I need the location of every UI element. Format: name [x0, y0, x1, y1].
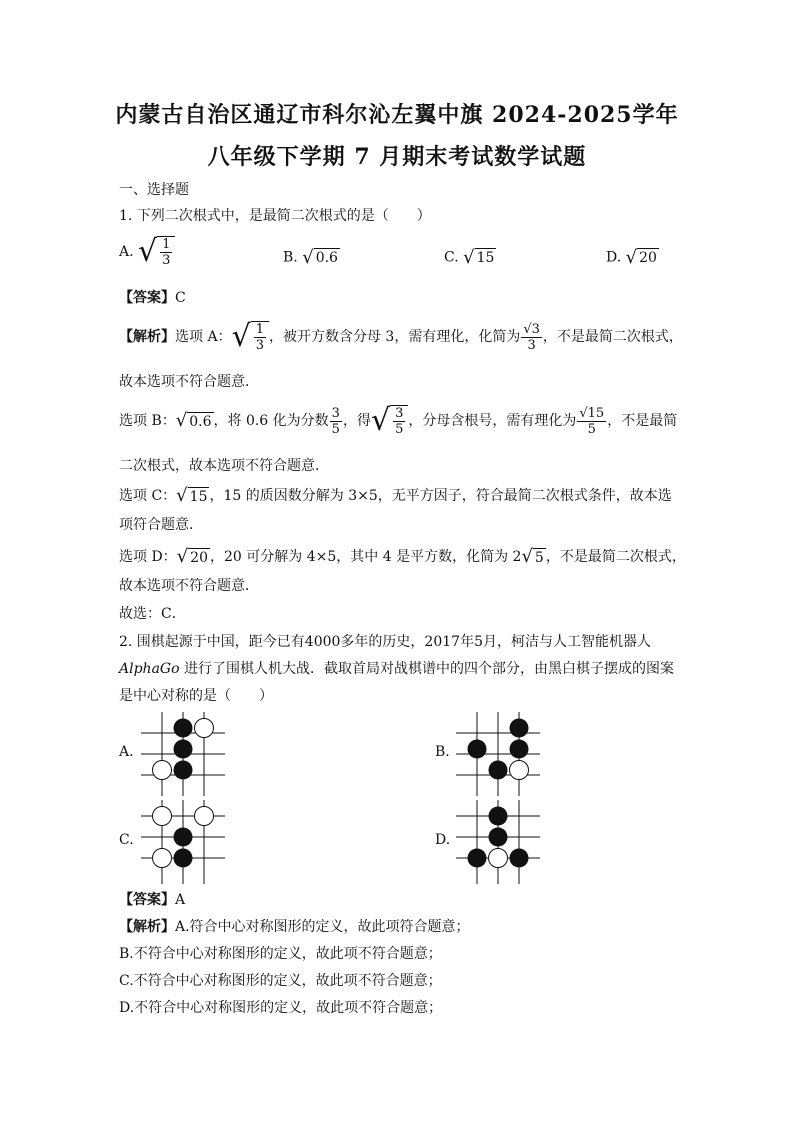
- q1-option-b: B. √ 0.6: [283, 246, 338, 268]
- black-stone: [510, 849, 529, 868]
- q1-conclusion: 故选：C．: [119, 606, 186, 622]
- black-stone: [174, 761, 193, 780]
- q2-stem-line2: AlphaGo 进行了围棋人机大战．截取首局对战棋谱中的四个部分，由黑白棋子摆成的图案: [119, 661, 674, 677]
- q1-option-a: A. √ $\frac{1}{3}$: [119, 236, 175, 268]
- go-board-b: [456, 712, 540, 796]
- q1-analysis-a-cont: 故本选项不符合题意．: [119, 374, 259, 390]
- black-stone: [174, 719, 193, 738]
- go-board-a: [141, 712, 225, 796]
- white-stone: [195, 807, 214, 826]
- white-stone: [195, 719, 214, 738]
- q1-analysis-b-cont: 二次根式，故本选项不符合题意．: [119, 458, 329, 474]
- q1-analysis-d-cont: 故本选项不符合题意．: [119, 578, 259, 594]
- black-stone: [174, 828, 193, 847]
- sqrt-fraction: √ $\frac{1}{3}$: [138, 236, 175, 268]
- q1-analysis-a: 【解析】选项 A： √ $\frac{1}{3}$ ，被开方数含分母 3，需有理化，化简为 $\frac{√3}{3}$ ，不是最简二次根式，: [119, 319, 683, 354]
- white-stone: [153, 849, 172, 868]
- black-stone: [489, 807, 508, 826]
- q2-answer: 【答案】A: [119, 892, 186, 908]
- black-stone: [468, 740, 487, 759]
- q2-stem-line1: 2. 围棋起源于中国，距今已有4000多年的历史，2017年5月，柯洁与人工智能机器人: [119, 634, 651, 650]
- black-stone: [510, 719, 529, 738]
- q1-analysis-c: 选项 C： √ 15 ，15 的质因数分解为 3×5，无平方因子，符合最简二次根式条件，故本选: [119, 485, 672, 506]
- q1-analysis-c-cont: 项符合题意．: [119, 517, 203, 533]
- q2-analysis-c: C.不符合中心对称图形的定义，故此项不符合题意；: [119, 973, 442, 989]
- q1-answer: 【答案】C: [119, 290, 186, 306]
- white-stone: [489, 849, 508, 868]
- q1-stem: 1. 下列二次根式中，是最简二次根式的是（ ）: [119, 208, 431, 224]
- q1-option-c: C. √ 15: [444, 246, 495, 268]
- black-stone: [489, 761, 508, 780]
- q2-label-b: B.: [435, 744, 450, 760]
- doc-title-line1: 内蒙古自治区通辽市科尔沁左翼中旗 2024-2025学年: [115, 102, 679, 128]
- white-stone: [153, 807, 172, 826]
- doc-title-line2: 八年级下学期 7 月期末考试数学试题: [207, 144, 587, 170]
- q2-label-d: D.: [435, 832, 451, 848]
- black-stone: [174, 740, 193, 759]
- go-board-d: [456, 800, 540, 884]
- white-stone: [153, 761, 172, 780]
- go-board-c: [141, 800, 225, 884]
- white-stone: [510, 761, 529, 780]
- q2-analysis-b: B.不符合中心对称图形的定义，故此项不符合题意；: [119, 946, 442, 962]
- q2-stem-line3: 是中心对称的是（ ）: [119, 688, 273, 704]
- q2-analysis-a: 【解析】A.符合中心对称图形的定义，故此项符合题意；: [119, 919, 470, 935]
- black-stone: [468, 849, 487, 868]
- q2-label-a: A.: [119, 744, 134, 760]
- black-stone: [510, 740, 529, 759]
- q1-option-d: D. √ 20: [606, 246, 657, 268]
- q1-analysis-b: 选项 B： √ 0.6 ，将 0.6 化为分数 $\frac{3}{5}$ ，得 √ $\frac{3}{5}$ ，分母含根号，需有理化为 $\frac{√15}{5}$ ，不是最简: [119, 403, 678, 438]
- q1-analysis-d: 选项 D： √ 20 ，20 可分解为 4×5，其中 4 是平方数，化简为 2 √ 5 ，不是最简二次根式，: [119, 546, 686, 567]
- section-heading: 一、选择题: [119, 182, 189, 198]
- q2-analysis-d: D.不符合中心对称图形的定义，故此项不符合题意；: [119, 1000, 443, 1016]
- q2-label-c: C.: [119, 832, 134, 848]
- black-stone: [174, 849, 193, 868]
- black-stone: [489, 828, 508, 847]
